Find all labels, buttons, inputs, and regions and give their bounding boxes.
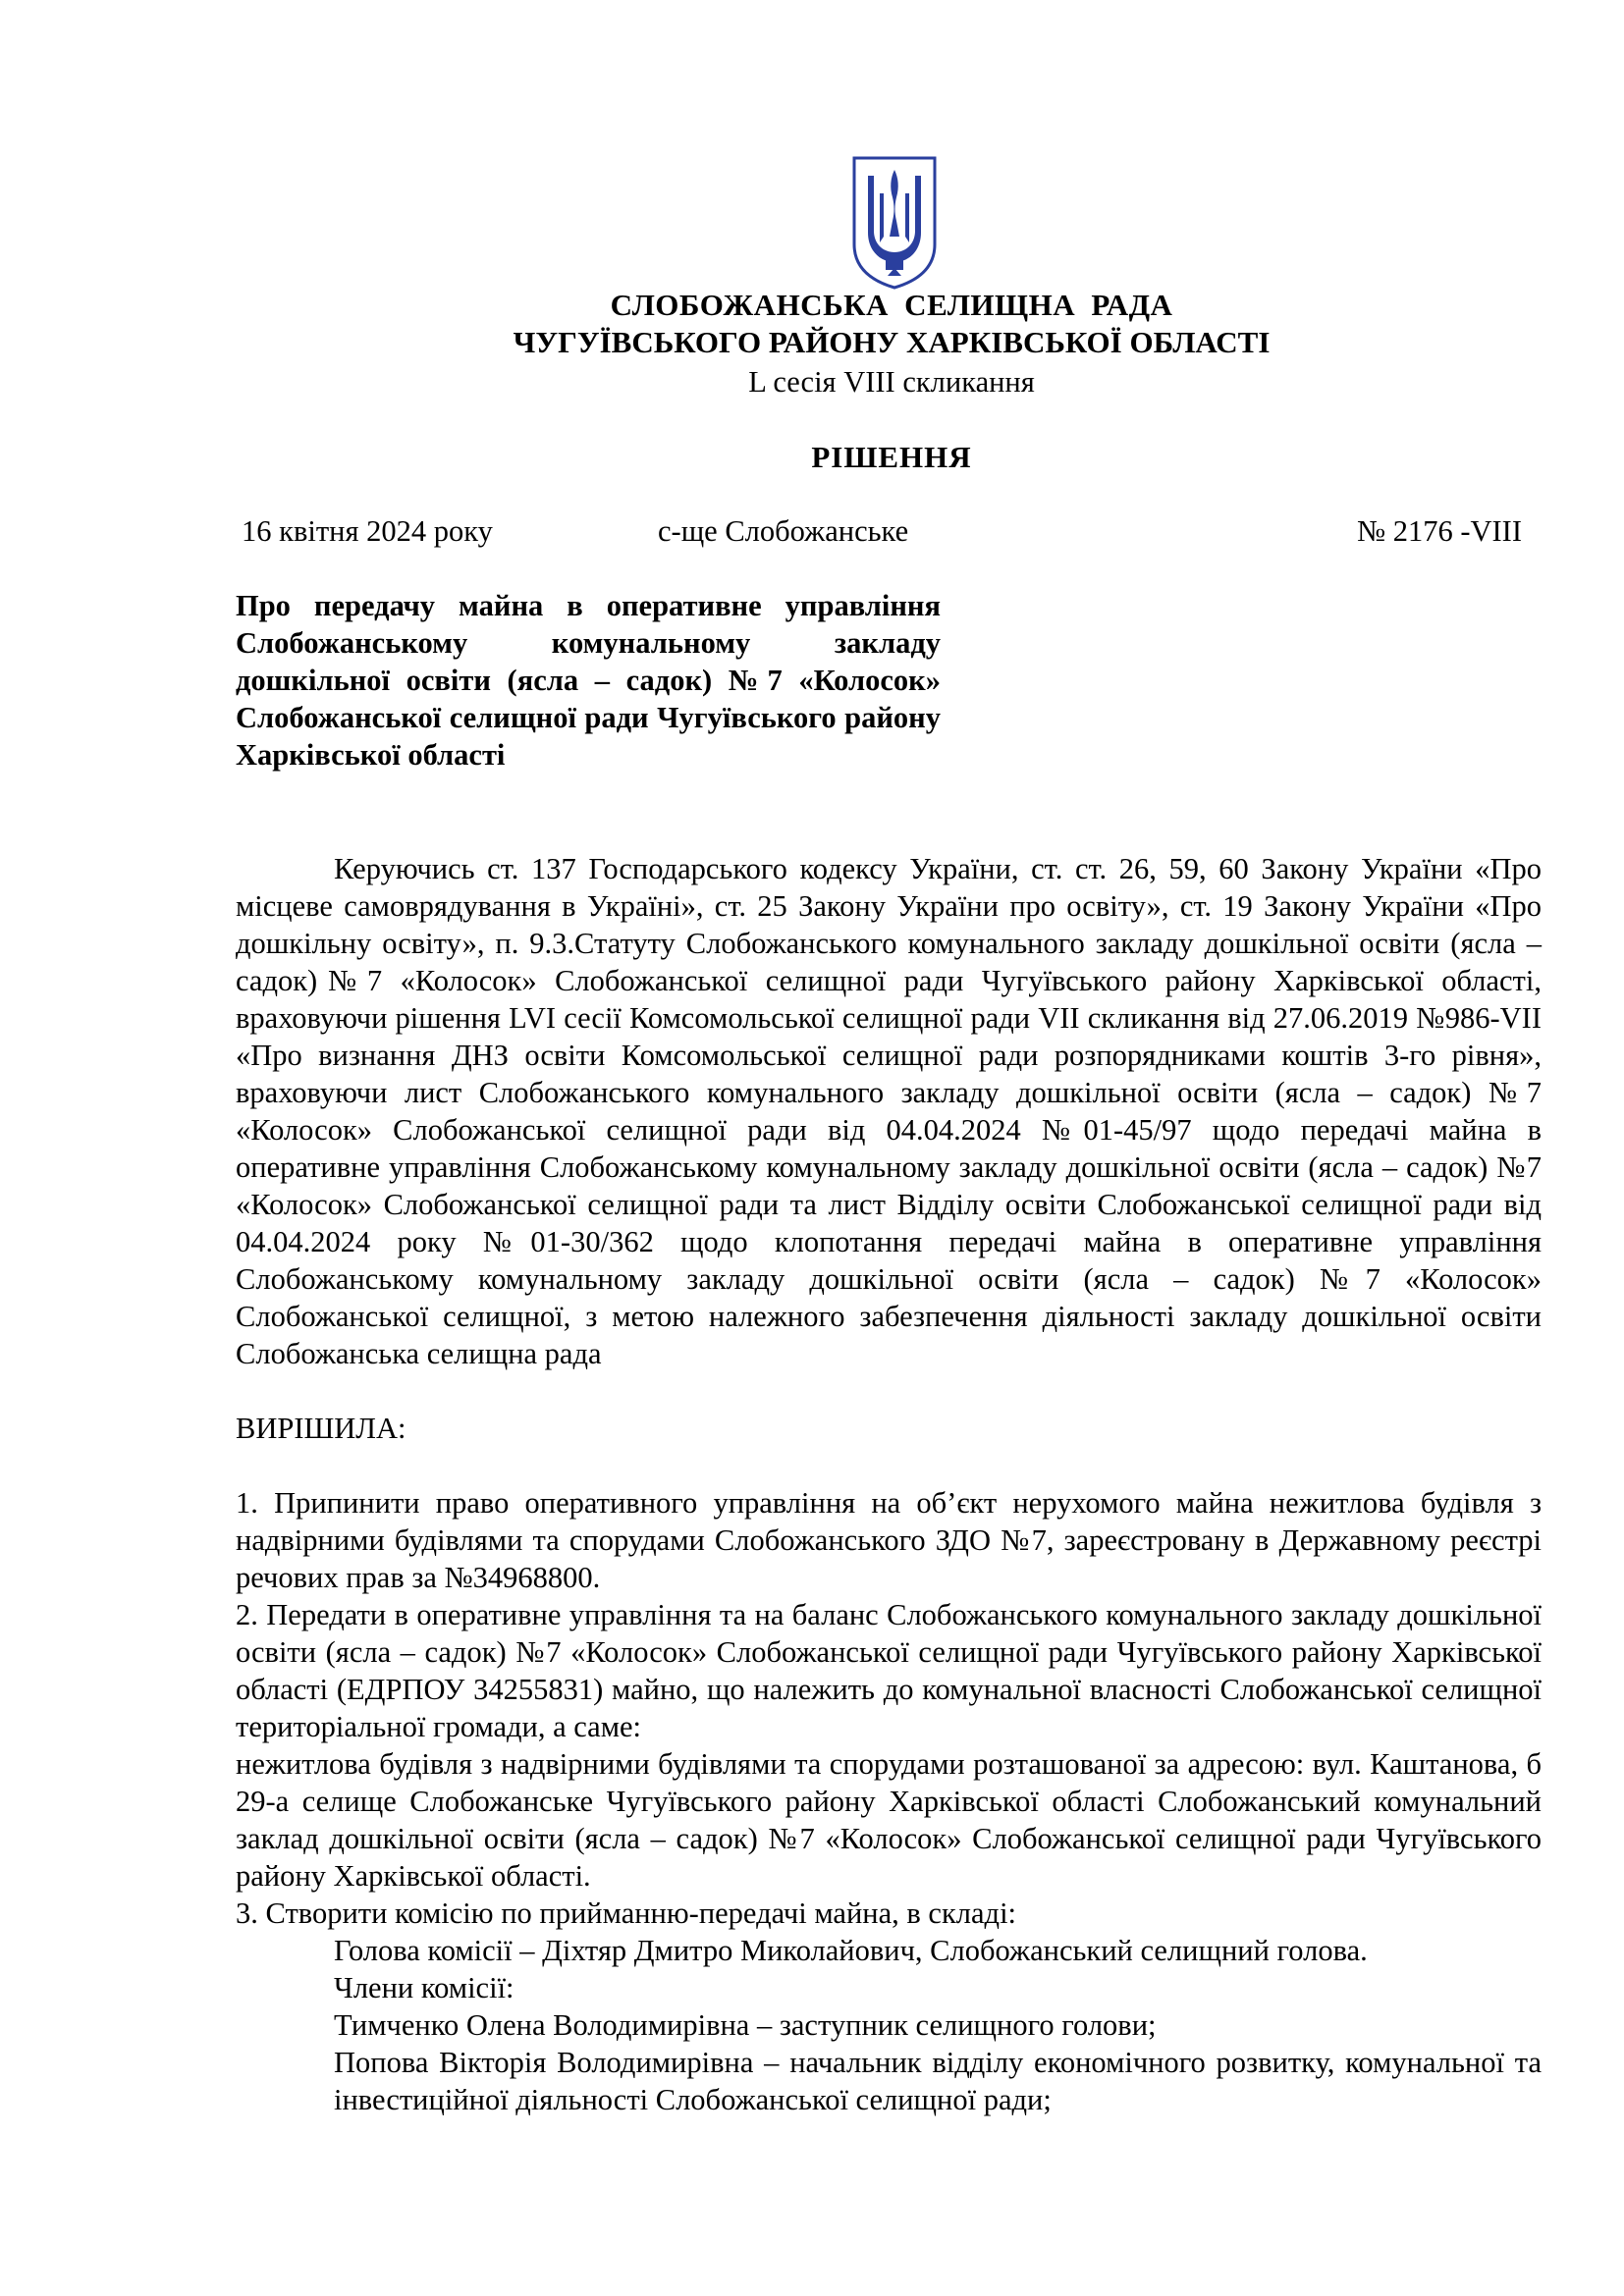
dateline (236, 512, 1522, 552)
district-name: ЧУГУЇВСЬКОГО РАЙОНУ ХАРКІВСЬКОЇ ОБЛАСТІ (513, 325, 1271, 359)
decision-subject: Про передачу майна в оперативне управління Слобожанському комунальному закладу дошкільної освіти (ясла – садок) №7 «Колосок» Слобожанської селищної ради Чугуївського району Харківської області (236, 589, 941, 772)
item-2-detail: нежитлова будівля з надвірними будівлями та спорудами розташованої за адресою: вул. Каштанова, б 29-а селище Слобожанське Чугуївського району Харківської області Слобожанський комунальний заклад дошкільної освіти (ясла – садок) №7 «Колосок» Слобожанської селищної ради Чугуївського району Харківської області. (236, 1747, 1542, 1893)
decision-place: с-ще Слобожанське (658, 514, 909, 548)
item-3: 3. Створити комісію по прийманню-передачі майна, в складі: (236, 1896, 1017, 1930)
commission-member: Тимченко Олена Володимирівна – заступник селищного голови; (334, 2008, 1157, 2042)
commission-head: Голова комісії – Діхтяр Дмитро Миколайович, Слобожанський селищний голова. (334, 1934, 1368, 1967)
document-type: РІШЕННЯ (811, 440, 972, 474)
decision-date: 16 квітня 2024 року (242, 514, 493, 548)
document-body (236, 850, 1542, 2118)
decided-heading: ВИРІШИЛА: (236, 1412, 406, 1445)
session-line: L сесія VIII скликання (748, 365, 1035, 399)
coat-of-arms-icon (850, 154, 939, 292)
council-name: СЛОБОЖАНСЬКА СЕЛИЩНА РАДА (610, 288, 1173, 322)
decision-number: № 2176 -VIII (1356, 514, 1522, 548)
item-2: 2. Передати в оперативне управління та на баланс Слобожанського комунального закладу дошкільної освіти (ясла – садок) №7 «Колосок» Слобожанської селищної ради Чугуївського району Харківської області (ЕДРПОУ 34255831) майно, що належить до комунальної власності Слобожанської селищної територіальної громади, а саме: (236, 1598, 1542, 1743)
preamble-paragraph: Керуючись ст. 137 Господарського кодексу України, ст. ст. 26, 59, 60 Закону України «Про місцеве самоврядування в Україні», ст. 25 Закону України про освіту», ст. 19 Закону України «Про дошкільну освіту», п. 9.3.Статуту Слобожанського комунального закладу дошкільної освіти (ясла – садок)№7 «Колосок» Слобожанської селищної ради Чугуївського району Харківської області, враховуючи рішення LVI сесії Комсомольської селищної ради VII скликання від 27.06.2019 №986-VII «Про визнання ДНЗ освіти Комсомольської селищної ради розпорядниками коштів 3-го рівня», враховуючи лист Слобожанського комунального закладу дошкільної освіти (ясла – садок) №7 «Колосок» Слобожанської селищної ради від 04.04.2024 №01-45/97 щодо передачі майна в оперативне управління Слобожанському комунальному закладу дошкільної освіти (ясла – садок) №7 «Колосок» Слобожанської селищної ради та лист Відділу освіти Слобожанської селищної ради від 04.04.2024 року №01-30/362 щодо клопотання передачі майна в оперативне управління Слобожанському комунальному закладу дошкільної освіти (ясла – садок) №7 «Колосок» Слобожанської селищної, з метою належного забезпечення діяльності закладу дошкільної освіти Слобожанська селищна рада (236, 852, 1542, 1370)
commission-members-label: Члени комісії: (334, 1971, 514, 2004)
item-1: 1. Припинити право оперативного управління на об’єкт нерухомого майна нежитлова будівля з надвірними будівлями та спорудами Слобожанського ЗДО №7, зареєстровану в Державному реєстрі речових прав за №34968800. (236, 1486, 1542, 1594)
commission-member: Попова Вікторія Володимирівна – начальник відділу економічного розвитку, комунальної та інвестиційної діяльності Слобожанської селищної ради; (334, 2046, 1542, 2116)
